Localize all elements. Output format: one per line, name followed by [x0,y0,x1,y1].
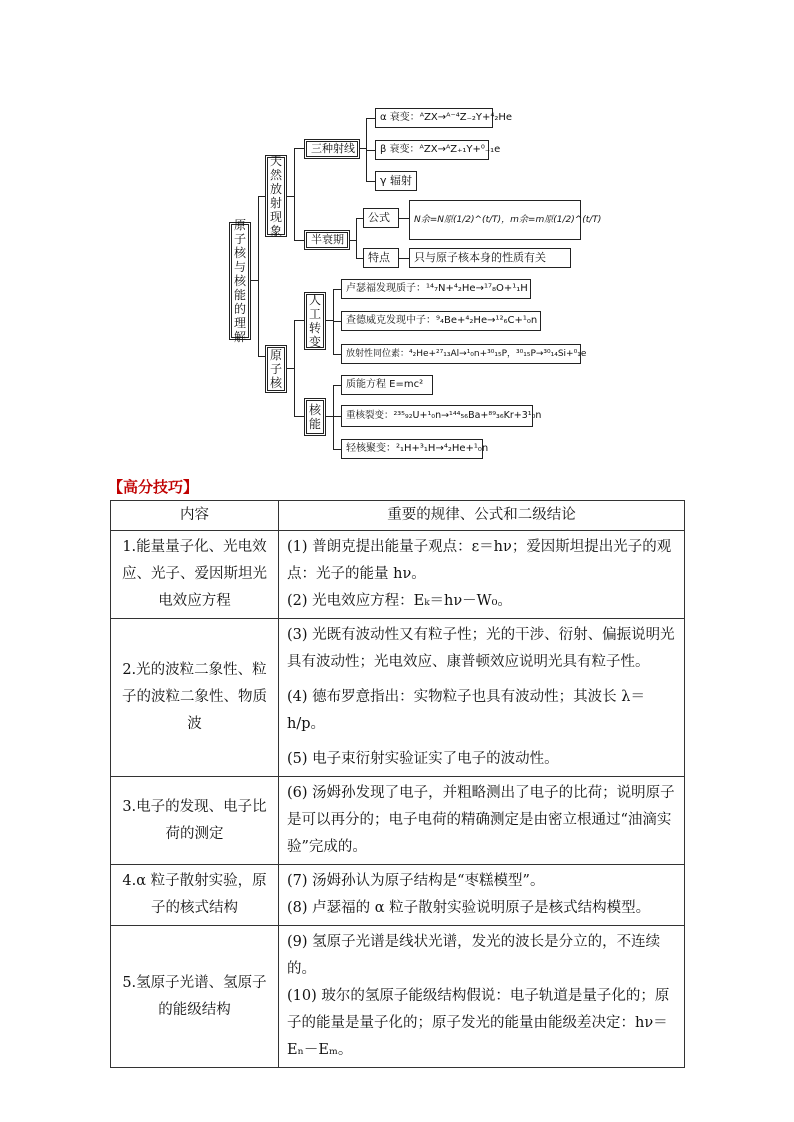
rule-item: (5) 电子束衍射实验证实了电子的波动性。 [287,751,559,767]
gamma-radiation-box: γ 辐射 [375,171,417,191]
rule-item: (2) 光电效应方程：Eₖ＝hν－W₀。 [287,593,512,609]
branch-natural-radioactivity: 天然放射现象 [265,155,287,237]
isotope-box: 放射性同位素：⁴₂He+²⁷₁₃Al→¹₀n+³⁰₁₅P，³⁰₁₅P→³⁰₁₄Si+⁰₁e [341,344,581,364]
beta-decay-box: β 衰变：ᴬZX→ᴬZ₊₁Y+⁰₋₁e [375,140,489,160]
summary-table [110,500,685,1068]
table-row [111,777,685,865]
row-topic: 2.光的波粒二象性、粒子的波粒二象性、物质波 [111,619,279,777]
rule-item: (7) 汤姆孙认为原子结构是“枣糕模型”。 [287,873,545,889]
section-heading: 【高分技巧】 [108,478,199,496]
row-topic: 3.电子的发现、电子比荷的测定 [111,777,279,865]
rule-item: (8) 卢瑟福的 α 粒子散射实验说明原子是核式结构模型。 [287,900,651,916]
rule-item: (6) 汤姆孙发现了电子，并粗略测出了电子的比荷；说明原子是可以再分的；电子电荷的精确测定是由密立根通过“油滴实验”完成的。 [287,785,675,855]
row-topic: 1.能量量子化、光电效应、光子、爱因斯坦光电效应方程 [111,531,279,619]
feature-label-box: 特点 [363,248,399,268]
rutherford-box: 卢瑟福发现质子：¹⁴₇N+⁴₂He→¹⁷₈O+¹₁H [341,279,531,299]
mass-energy-box: 质能方程 E=mc² [341,375,433,395]
row-rules [279,619,685,777]
artificial-transmutation-node: 人工转变 [304,292,326,350]
table-row [111,619,685,777]
nuclear-energy-node: 核能 [304,398,326,436]
header-content: 内容 [111,501,279,531]
fission-box: 重核裂变：²³⁵₉₂U+¹₀n→¹⁴⁴₅₆Ba+⁸⁹₃₆Kr+3¹₀n [341,405,533,427]
chadwick-box: 查德威克发现中子：⁹₄Be+⁴₂He→¹²₆C+¹₀n [341,311,541,331]
table-row [111,531,685,619]
fusion-box: 轻核聚变：²₁H+³₁H→⁴₂He+¹₀n [341,439,483,459]
rule-item: (9) 氢原子光谱是线状光谱，发光的波长是分立的，不连续的。 [287,934,661,977]
table-row [111,926,685,1068]
table-header-row [111,501,685,531]
row-rules [279,926,685,1068]
alpha-decay-box: α 衰变：ᴬZX→ᴬ⁻⁴Z₋₂Y+⁴₂He [375,108,493,128]
rule-item: (1) 普朗克提出能量子观点：ε＝hν；爱因斯坦提出光子的观点：光子的能量 hν。 [287,539,672,582]
header-rules: 重要的规律、公式和二级结论 [279,501,685,531]
root-node: 原子核与核能的理解 [229,222,251,340]
half-life-node: 半衰期 [304,230,350,250]
row-rules [279,777,685,865]
formula-label-box: 公式 [363,208,399,228]
branch-nucleus: 原子核 [265,345,287,393]
concept-map [0,0,794,470]
row-topic: 4.α 粒子散射实验，原子的核式结构 [111,865,279,926]
feature-box: 只与原子核本身的性质有关 [409,248,571,268]
rule-item: (3) 光既有波动性又有粒子性；光的干涉、衍射、偏振说明光具有波动性；光电效应、康普顿效应说明光具有粒子性。 [287,627,675,670]
row-rules [279,531,685,619]
row-topic: 5.氢原子光谱、氢原子的能级结构 [111,926,279,1068]
three-rays-node: 三种射线 [304,139,360,159]
formula-box: N余=N原(1/2)^(t/T)，m余=m原(1/2)^(t/T) [409,200,581,240]
table-row [111,865,685,926]
row-rules [279,865,685,926]
rule-item: (4) 德布罗意指出：实物粒子也具有波动性；其波长 λ＝h/p。 [287,689,645,732]
rule-item: (10) 玻尔的氢原子能级结构假说：电子轨道是量子化的；原子的能量是量子化的；原子发光的能量由能级差决定：hν＝Eₙ－Eₘ。 [287,988,670,1058]
